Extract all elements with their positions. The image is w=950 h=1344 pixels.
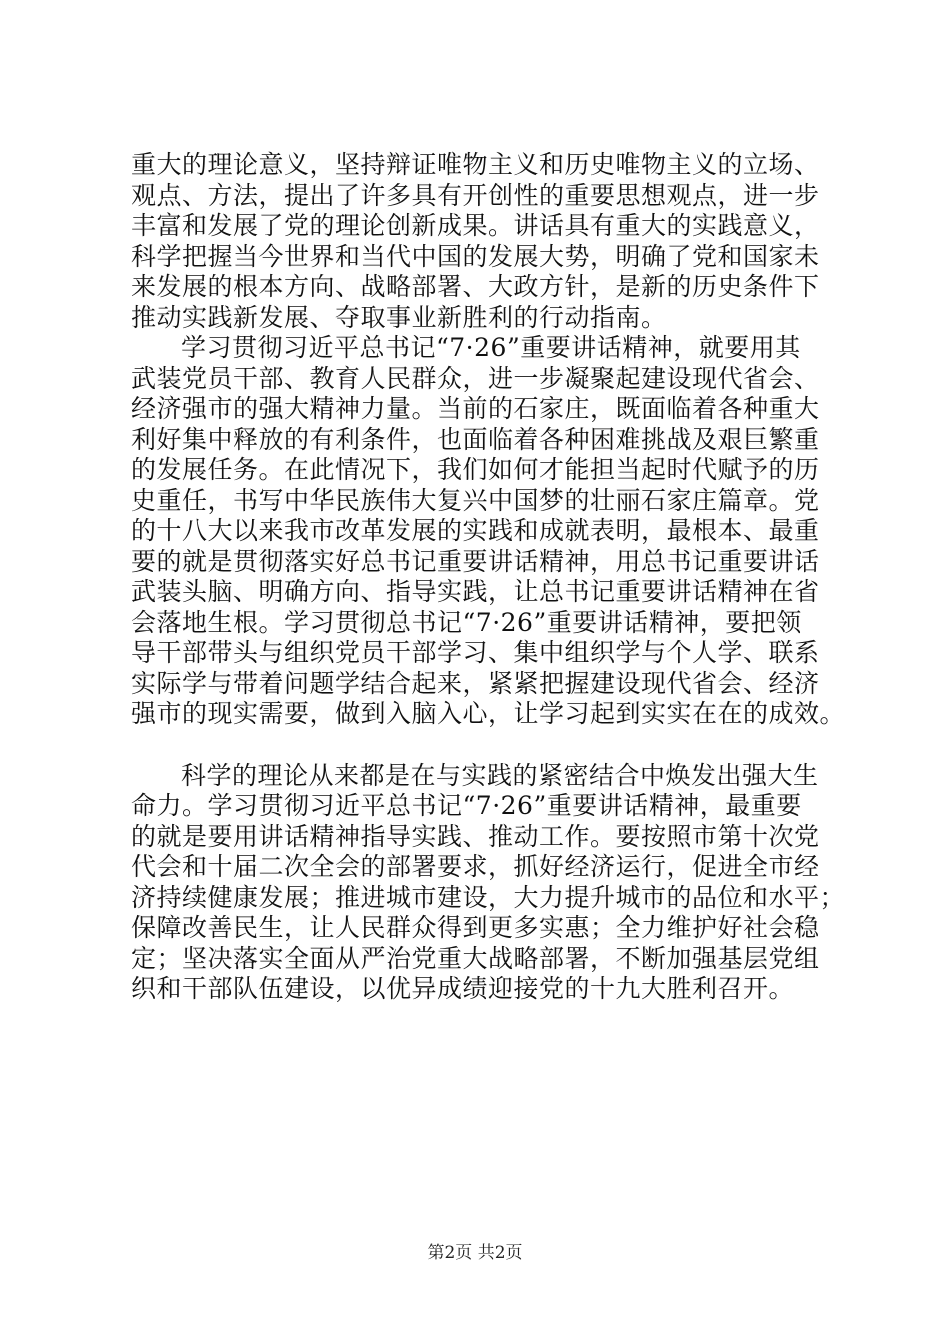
document-body (131, 150, 846, 1005)
text-line: 学习贯彻习近平总书记“7·26”重要讲话精神，就要用其 (181, 333, 801, 362)
text-line: 的十八大以来我市改革发展的实践和成就表明，最根本、最重 (131, 516, 820, 545)
text-line: 丰富和发展了党的理论创新成果。讲话具有重大的实践意义， (131, 211, 820, 240)
text-line: 武装头脑、明确方向、指导实践，让总书记重要讲话精神在省 (131, 577, 820, 606)
text-line: 史重任，书写中华民族伟大复兴中国梦的壮丽石家庄篇章。党 (131, 485, 820, 515)
text-line: 定；坚决落实全面从严治党重大战略部署，不断加强基层党组 (131, 943, 820, 973)
paragraph-spacer (131, 730, 831, 761)
text-line: 推动实践新发展、夺取事业新胜利的行动指南。 (131, 302, 667, 332)
page-number-label: 第2页 共2页 (427, 1243, 523, 1263)
text-line: 的发展任务。在此情况下，我们如何才能担当起时代赋予的历 (131, 455, 820, 484)
text-line: 观点、方法，提出了许多具有开创性的重要思想观点，进一步 (131, 180, 820, 210)
text-line: 的就是要用讲话精神指导实践、推动工作。要按照市第十次党 (131, 821, 820, 851)
text-line: 要的就是贯彻落实好总书记重要讲话精神，用总书记重要讲话 (131, 546, 820, 576)
text-line: 代会和十届二次全会的部署要求，抓好经济运行，促进全市经 (131, 852, 820, 881)
text-line: 命力。学习贯彻习近平总书记“7·26”重要讲话精神，最重要 (131, 791, 802, 820)
text-line: 来发展的根本方向、战略部署、大政方针，是新的历史条件下 (131, 272, 820, 301)
text-line: 经济强市的强大精神力量。当前的石家庄，既面临着各种重大 (131, 394, 820, 423)
text-line: 导干部带头与组织党员干部学习、集中组织学与个人学、联系 (131, 638, 820, 667)
text-line: 织和干部队伍建设，以优异成绩迎接党的十九大胜利召开。 (131, 974, 795, 1003)
paragraph-1 (131, 150, 831, 333)
text-line: 强市的现实需要，做到入脑入心，让学习起到实实在在的成效。 (131, 699, 846, 728)
page-footer (0, 1242, 950, 1264)
text-line: 会落地生根。学习贯彻总书记“7·26”重要讲话精神，要把领 (131, 607, 802, 637)
text-line: 实际学与带着问题学结合起来，紧紧把握建设现代省会、经济 (131, 668, 820, 698)
text-line: 科学的理论从来都是在与实践的紧密结合中焕发出强大生 (181, 760, 819, 790)
text-line: 科学把握当今世界和当代中国的发展大势，明确了党和国家未 (131, 241, 820, 271)
paragraph-2 (131, 333, 846, 730)
text-line: 利好集中释放的有利条件，也面临着各种困难挑战及艰巨繁重 (131, 424, 820, 454)
text-line: 保障改善民生，让人民群众得到更多实惠；全力维护好社会稳 (131, 913, 820, 942)
text-line: 武装党员干部、教育人民群众，进一步凝聚起建设现代省会、 (131, 363, 820, 393)
paragraph-3 (131, 760, 846, 1005)
text-line: 重大的理论意义，坚持辩证唯物主义和历史唯物主义的立场、 (131, 150, 820, 179)
text-line: 济持续健康发展；推进城市建设，大力提升城市的品位和水平； (131, 882, 846, 912)
